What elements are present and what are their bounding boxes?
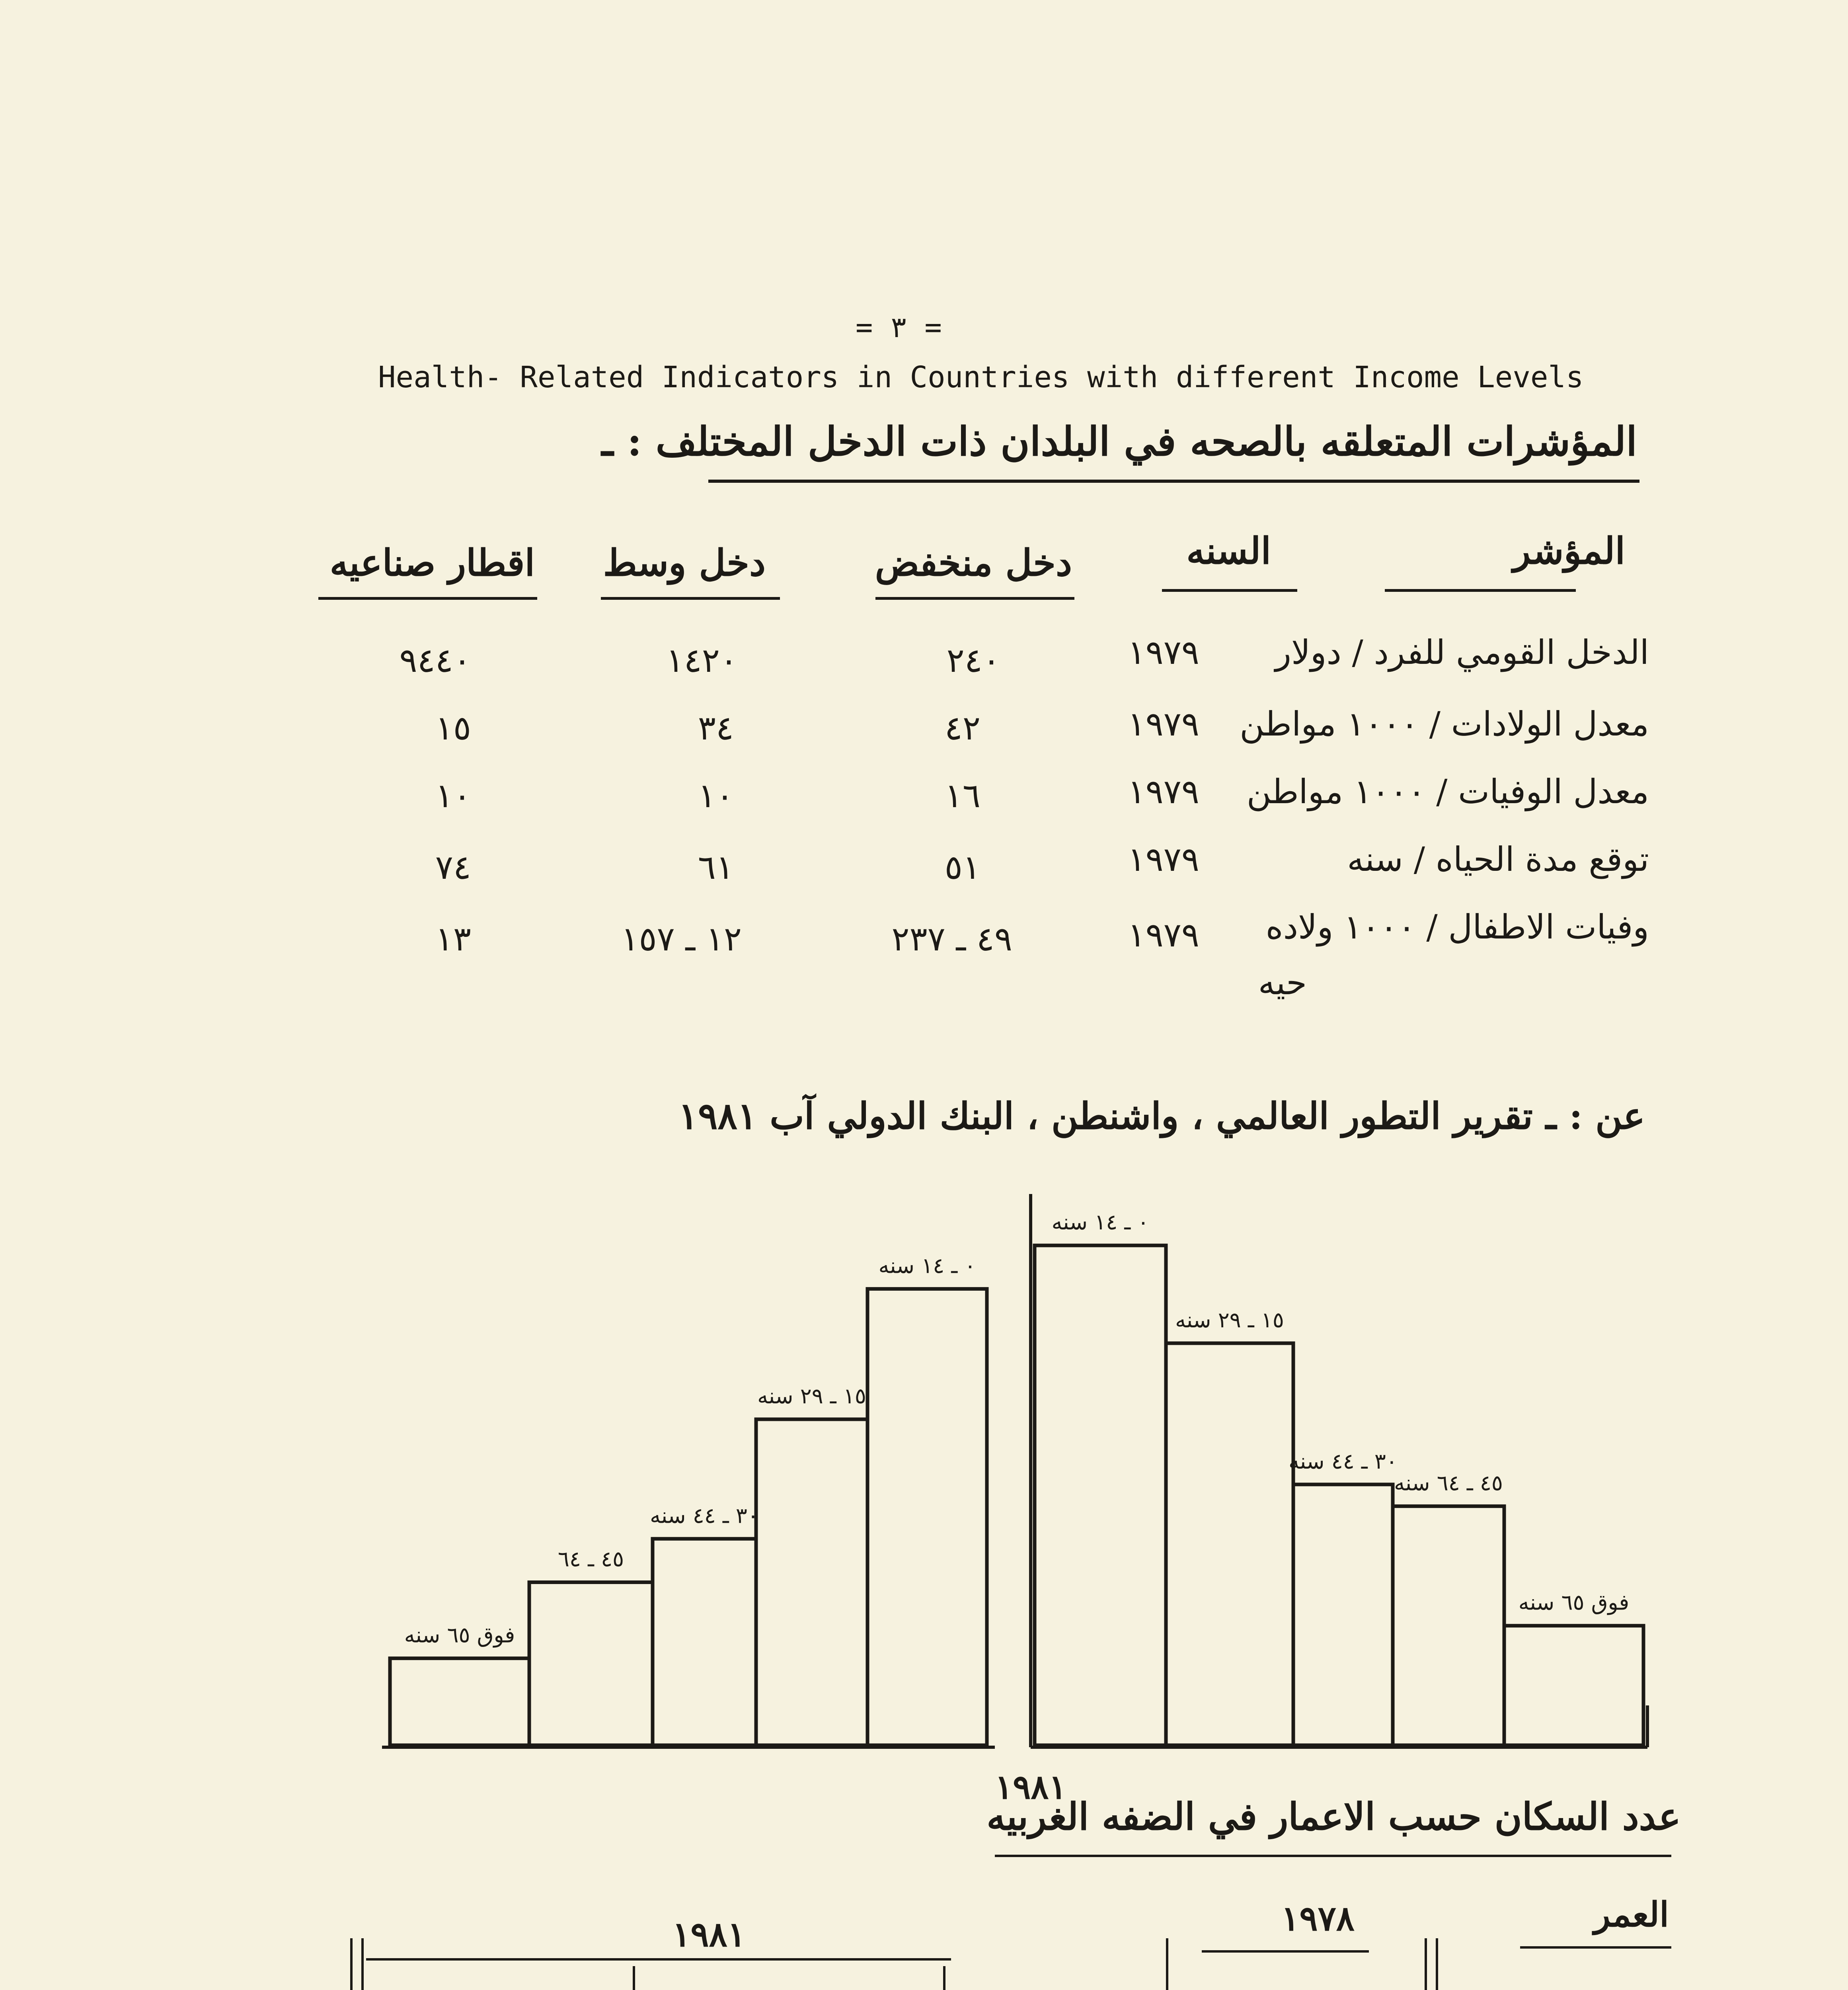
table-rule (1166, 1938, 1168, 1990)
table-rule (350, 1938, 353, 1990)
table-rule (943, 1966, 945, 1990)
row-middle: ١٢ ـ ١٥٧ (621, 919, 742, 958)
row-low: ٢٤٠ (946, 641, 1000, 680)
row-indicator: توقع مدة الحياه / سنه (1347, 840, 1649, 879)
row-extra: حيه (1258, 963, 1307, 1002)
row-indicator: الدخل القومي للفرد / دولار (1275, 633, 1649, 672)
col-industrial: اقطار صناعيه (329, 541, 535, 584)
row-middle: ١٠ (698, 776, 734, 815)
bar-label: فوق ٦٥ سنه (1518, 1590, 1630, 1615)
chart-bar (1035, 1245, 1166, 1745)
row-industrial: ٩٤٤٠ (399, 641, 471, 680)
row-indicator: وفيات الاطفال / ١٠٠٠ ولاده (1265, 907, 1649, 946)
bar-label: ٤٥ ـ ٦٤ سنه (1394, 1470, 1503, 1496)
table-rule (1425, 1938, 1427, 1990)
row-low: ٤٩ ـ ٢٣٧ (891, 919, 1012, 958)
chart-bar (653, 1539, 756, 1745)
row-year: ١٩٧٩ (1127, 704, 1199, 743)
bar-label: ١٥ ـ ٢٩ سنه (1175, 1307, 1284, 1333)
bar-label: ٣٠ ـ ٤٤ سنه (1289, 1448, 1398, 1474)
year-1978-underline (1202, 1950, 1369, 1953)
age-header-underline (1520, 1946, 1671, 1949)
chart-bar (1166, 1343, 1293, 1745)
table-rule (1436, 1938, 1438, 1990)
row-low: ٥١ (944, 848, 981, 887)
row-industrial: ١٠ (435, 776, 471, 815)
bar-label: فوق ٦٥ سنه (404, 1622, 515, 1648)
row-year: ١٩٧٩ (1127, 633, 1199, 672)
row-industrial: ١٣ (435, 919, 471, 958)
col-middle-income: دخل وسط (603, 541, 766, 584)
chart-bar (1293, 1485, 1393, 1745)
year-1981-underline (366, 1958, 951, 1961)
english-title: Health- Related Indicators in Countries with different Income Levels (378, 360, 1584, 394)
chart-bar (756, 1419, 867, 1745)
row-indicator: معدل الولادات / ١٠٠٠ مواطن (1240, 704, 1649, 743)
chart-bar (1393, 1506, 1504, 1745)
chart-bar (1504, 1626, 1643, 1745)
row-indicator: معدل الوفيات / ١٠٠٠ مواطن (1246, 772, 1649, 811)
col-low-income: دخل منخفض (875, 541, 1072, 584)
row-low: ٤٢ (944, 708, 981, 747)
table-rule (361, 1938, 364, 1990)
bar-label: ١٥ ـ ٢٩ سنه (757, 1383, 866, 1409)
bar-label: ٣٠ ـ ٤٤ سنه (650, 1503, 759, 1528)
row-industrial: ٧٤ (435, 848, 471, 887)
bar-label: ٤٥ ـ ٦٤ (558, 1546, 624, 1572)
population-title: عدد السكان حسب الاعمار في الضفه الغربيه (986, 1795, 1681, 1839)
col-indicator: المؤشر (1513, 529, 1625, 572)
row-middle: ١٤٢٠ (666, 641, 738, 680)
row-year: ١٩٧٩ (1127, 772, 1199, 811)
row-industrial: ١٥ (435, 708, 471, 747)
bar-label: ٠ ـ ١٤ سنه (1051, 1210, 1149, 1235)
page-number: = ٣ = (856, 310, 942, 344)
age-header: العمر (1594, 1894, 1669, 1935)
row-year: ١٩٧٩ (1127, 840, 1199, 879)
chart-bar (867, 1289, 987, 1745)
row-middle: ٣٤ (698, 708, 734, 747)
year-1981-header: ١٩٨١ (672, 1914, 746, 1955)
row-middle: ٦١ (698, 848, 734, 887)
col-year: السنه (1186, 529, 1271, 572)
chart-bar (390, 1658, 529, 1745)
source-citation: عن : ـ تقرير التطور العالمي ، واشنطن ، البنك الدولي آب ١٩٨١ (678, 1094, 1645, 1137)
arabic-title: المؤشرات المتعلقه بالصحه في البلدان ذات الدخل المختلف : ـ (601, 418, 1637, 465)
bar-label: ٠ ـ ١٤ سنه (878, 1253, 976, 1278)
year-1978-header: ١٩٧٨ (1281, 1898, 1355, 1939)
table-rule (633, 1966, 635, 1990)
row-year: ١٩٧٩ (1127, 915, 1199, 954)
population-year: ١٩٨١ (995, 1767, 1067, 1807)
chart-bar (529, 1582, 653, 1746)
row-low: ١٦ (944, 776, 981, 815)
population-title-underline (995, 1855, 1671, 1857)
